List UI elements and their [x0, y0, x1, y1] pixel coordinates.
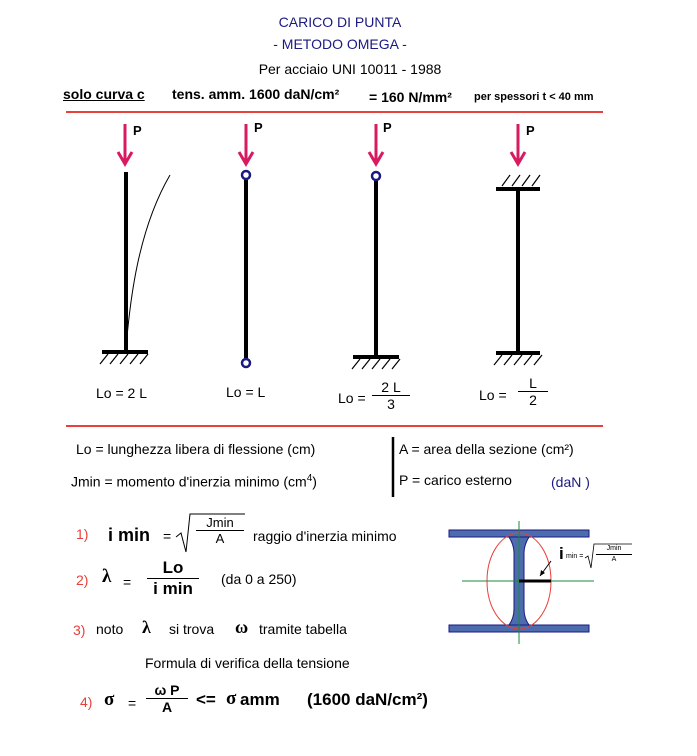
formula-1-description: raggio d'inerzia minimo	[253, 528, 397, 544]
page-subtitle: - METODO OMEGA -	[273, 36, 407, 52]
column-2-length: Lo = L	[226, 384, 266, 400]
fraction-denominator: i min	[153, 579, 193, 598]
hinge-top	[242, 171, 250, 179]
formula-4-sigma-amm: σ	[226, 688, 237, 709]
section-fraction	[596, 544, 632, 565]
formula-2-number: 2)	[76, 572, 89, 588]
fraction-numerator: ω P	[154, 682, 180, 698]
fraction-denominator: 3	[387, 396, 395, 412]
formula-4-number: 4)	[80, 694, 93, 710]
hinge-bottom	[242, 359, 250, 367]
formula-4-fraction	[146, 682, 188, 715]
fraction-numerator: 2 L	[381, 379, 401, 395]
fraction-numerator: Jmin	[606, 545, 622, 552]
legend-area: A = area della sezione (cm²)	[399, 441, 574, 457]
formula-4-le: <=	[196, 690, 216, 709]
legend-jmin	[71, 473, 317, 490]
legend-jmin-exponent: 4	[306, 473, 313, 484]
fraction-numerator: Lo	[162, 558, 184, 577]
formula-1-equals: =	[163, 528, 172, 544]
column-4-fraction	[518, 375, 548, 408]
column-3-length-prefix: Lo =	[338, 390, 366, 406]
thickness-note: per spessori t < 40 mm	[474, 91, 594, 103]
fraction-numerator: L	[529, 375, 537, 391]
curve-note: solo curva c	[63, 86, 145, 102]
allowable-stress: tens. amm. 1600 daN/cm²	[172, 86, 340, 102]
load-arrow-3	[369, 124, 383, 164]
formula-4-sigma: σ	[104, 689, 115, 710]
formula-1-lhs: i min	[108, 525, 151, 545]
formula-2-fraction	[147, 558, 199, 599]
column-3-fraction	[372, 379, 410, 412]
load-arrows	[118, 124, 525, 164]
fraction-denominator: 2	[529, 392, 537, 408]
formula-3-lambda: λ	[142, 617, 151, 637]
legend-lo: Lo = lunghezza libera di flessione (cm)	[76, 441, 316, 457]
section-i-label: i	[559, 544, 564, 563]
load-arrow-1	[118, 124, 132, 164]
load-label-3: P	[383, 120, 392, 135]
allowable-stress-si: = 160 N/mm²	[369, 89, 452, 105]
load-arrow-2	[239, 124, 253, 164]
formula-4-limit: (1600 daN/cm²)	[307, 690, 428, 709]
verify-title: Formula di verifica della tensione	[145, 655, 350, 671]
formula-3-number: 3)	[73, 622, 86, 638]
standard-reference: Per acciaio UNI 10011 - 1988	[258, 61, 442, 77]
legend-p: P = carico esterno	[399, 472, 512, 488]
i-beam-section	[449, 521, 594, 644]
load-arrow-4	[511, 124, 525, 164]
formula-1-fraction	[196, 515, 244, 546]
column-fixed-fixed	[494, 175, 542, 365]
load-label-1: P	[133, 123, 142, 138]
column-pinned-pinned	[242, 171, 250, 367]
fraction-numerator: Jmin	[206, 515, 234, 530]
formula-4-amm: amm	[240, 690, 280, 709]
legend-p-unit: (daN )	[551, 474, 590, 490]
buckled-shape	[126, 175, 170, 348]
column-1-length: Lo = 2 L	[96, 385, 147, 401]
page-title: CARICO DI PUNTA	[278, 14, 402, 30]
formula-2-range: (da 0 a 250)	[221, 571, 297, 587]
column-pinned-fixed	[352, 172, 400, 369]
fraction-denominator: A	[161, 699, 173, 715]
section-min-label: min =	[566, 553, 584, 560]
formula-4-equals: =	[128, 695, 137, 711]
formula-1-number: 1)	[76, 526, 89, 542]
formula-3-text-c: tramite tabella	[259, 621, 347, 637]
legend-jmin-close: )	[312, 473, 317, 490]
fraction-denominator: A	[215, 531, 225, 546]
formula-3-text-a: noto	[96, 621, 124, 637]
column-4-length-prefix: Lo =	[479, 387, 507, 403]
formula-3-text-b: si trova	[169, 621, 215, 637]
fraction-denominator: A	[611, 556, 617, 563]
formula-2-lambda: λ	[102, 566, 112, 587]
column-cantilever	[100, 172, 170, 364]
hinge-top	[372, 172, 380, 180]
load-label-4: P	[526, 123, 535, 138]
load-label-2: P	[254, 120, 263, 135]
formula-2-equals: =	[123, 574, 132, 590]
formula-3-omega: ω	[235, 617, 249, 637]
legend-jmin-text: Jmin = momento d'inerzia minimo (cm	[71, 473, 307, 490]
